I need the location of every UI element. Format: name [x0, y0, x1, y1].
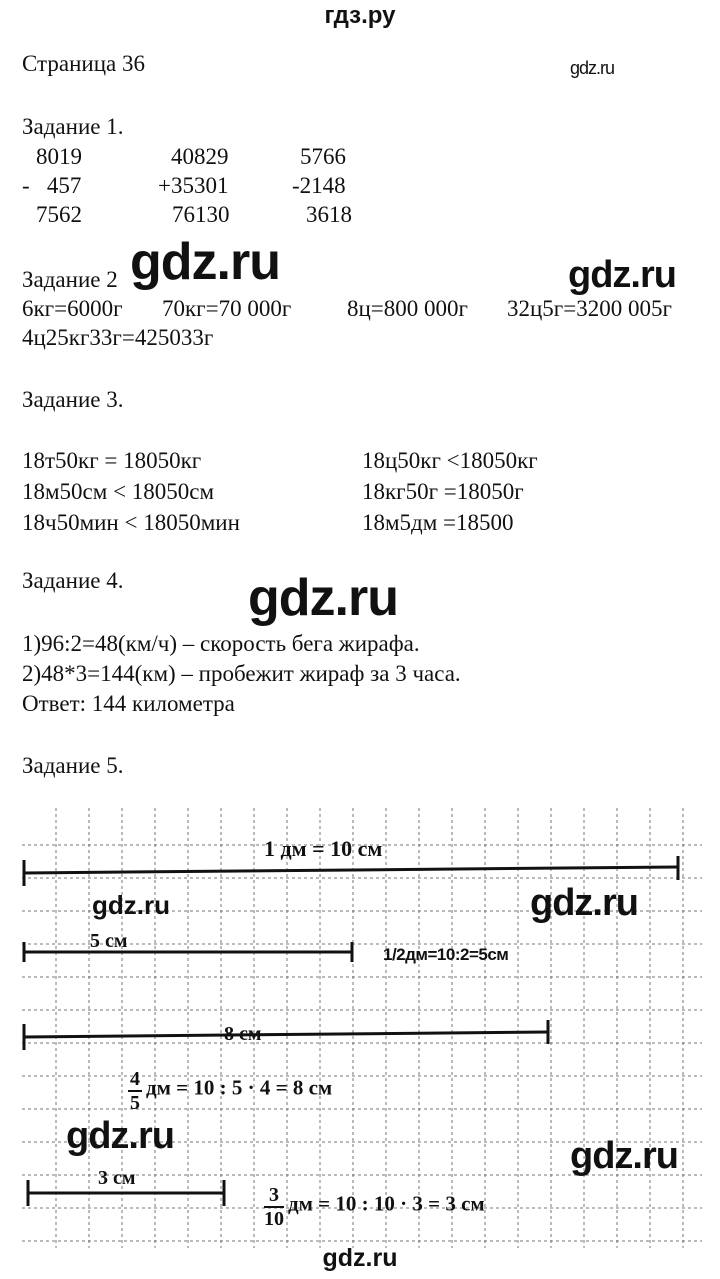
watermark-medium: gdz.ru	[570, 1135, 678, 1177]
task1-cell: 7562	[36, 202, 82, 227]
task3-item: 18ц50кг <18050кг	[362, 448, 538, 473]
task3-item: 18м5дм =18500	[362, 510, 514, 535]
watermark-small-bold: gdz.ru	[92, 890, 170, 920]
fraction-numerator: 3	[264, 1184, 284, 1208]
site-header: гдз.ру	[324, 2, 396, 29]
watermark-medium: gdz.ru	[66, 1115, 174, 1157]
task4-line: 2)48*3=144(км) – пробежит жираф за 3 часа.	[22, 661, 461, 686]
task1-cell: -2148	[292, 173, 346, 198]
task2-item: 70кг=70 000г	[162, 296, 292, 321]
task2-title: Задание 2	[22, 267, 118, 292]
task2-item: 6кг=6000г	[22, 296, 123, 321]
watermark-medium: gdz.ru	[530, 882, 638, 924]
task3-item: 18м50см < 18050см	[22, 479, 215, 504]
task1-title: Задание 1.	[22, 114, 124, 139]
fraction-denominator: 5	[130, 1092, 140, 1114]
footer-watermark: gdz.ru	[322, 1244, 398, 1272]
formula-half-dm: 1/2дм=10:2=5см	[383, 945, 509, 964]
task3-item: 18кг50г =18050г	[362, 479, 524, 504]
formula-text: дм = 10 : 5 · 4 = 8 см	[146, 1075, 333, 1100]
watermark-large: gdz.ru	[130, 233, 280, 291]
task4-line: 1)96:2=48(км/ч) – скорость бега жирафа.	[22, 631, 420, 656]
task4-title: Задание 4.	[22, 568, 124, 593]
segment-label-10cm: 1 дм = 10 см	[264, 836, 383, 861]
task2-item: 4ц25кг33г=425033г	[22, 325, 214, 350]
formula-three-tenths-dm	[264, 1184, 485, 1230]
task1-cell: +35301	[158, 173, 229, 198]
task3-item: 18ч50мин < 18050мин	[22, 510, 240, 535]
segment-label-3cm: 3 см	[98, 1167, 136, 1189]
fraction-numerator: 4	[130, 1068, 140, 1090]
task1-cell: 3618	[306, 202, 352, 227]
fraction-3-10	[264, 1184, 284, 1230]
watermark-medium: gdz.ru	[568, 254, 676, 296]
task1-cell: 8019	[36, 144, 82, 169]
task1-cell: 40829	[171, 144, 229, 169]
task3-item: 18т50кг = 18050кг	[22, 448, 202, 473]
task4-line: Ответ: 144 километра	[22, 691, 235, 716]
task5-title: Задание 5.	[22, 753, 124, 778]
fraction-denominator: 10	[264, 1208, 284, 1230]
formula-text: дм = 10 : 10 · 3 = 3 см	[288, 1191, 485, 1216]
task1-cell: 5766	[300, 144, 346, 169]
task3-title: Задание 3.	[22, 387, 124, 412]
fraction-4-5	[128, 1068, 142, 1114]
task1-cell: 76130	[172, 202, 230, 227]
task2-item: 32ц5г=3200 005г	[507, 296, 672, 321]
formula-four-fifths-dm	[128, 1068, 332, 1114]
page-title: Страница 36	[22, 51, 145, 76]
task2-item: 8ц=800 000г	[347, 296, 468, 321]
task1-cell: - 457	[22, 173, 82, 198]
segment-label-5cm: 5 см	[90, 930, 128, 952]
watermark-large: gdz.ru	[248, 569, 398, 627]
segment-label-8cm: 8 см	[224, 1023, 262, 1045]
watermark-small: gdz.ru	[570, 58, 615, 78]
